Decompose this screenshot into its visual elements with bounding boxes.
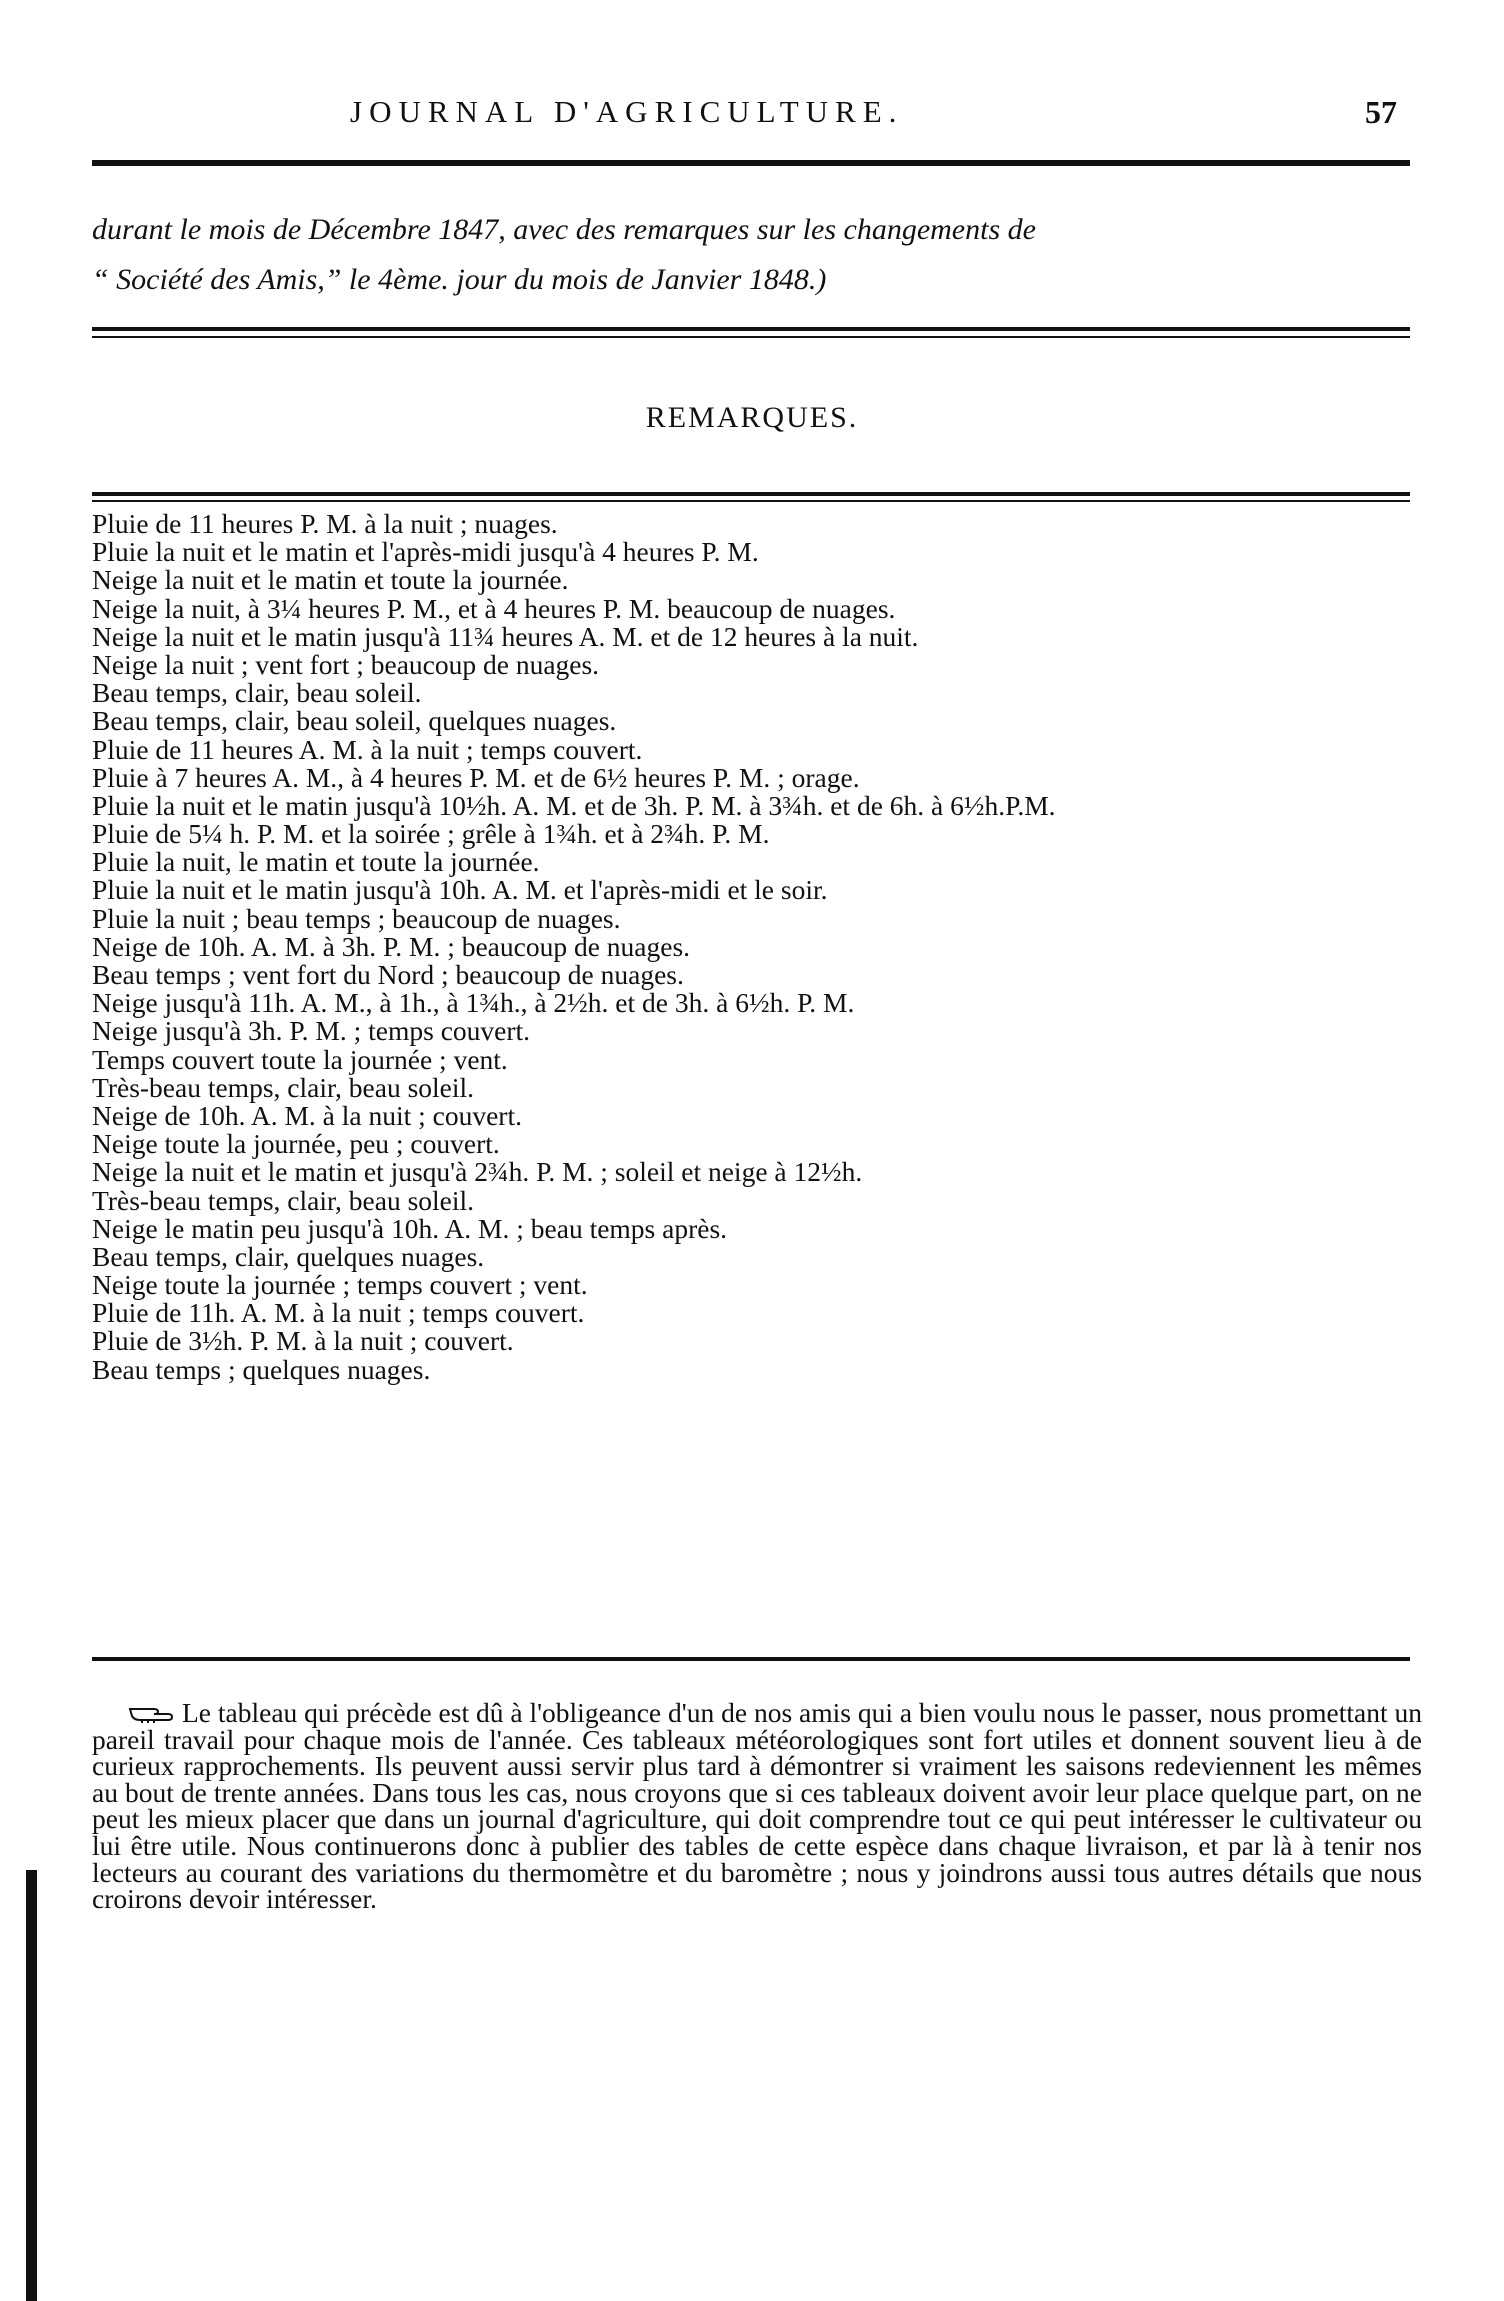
remark-item: Beau temps, clair, quelques nuages.	[92, 1240, 485, 1272]
remarks-heading: REMARQUES.	[645, 401, 859, 434]
remark-item: Beau temps, clair, beau soleil, quelques nuages.	[92, 705, 617, 737]
caption-rule-thin	[92, 336, 1410, 338]
remark-item: Neige la nuit et le matin et toute la journée.	[92, 564, 569, 596]
remark-item: Neige la nuit, à 3¼ heures P. M., et à 4 heures P. M. beaucoup de nuages.	[92, 592, 896, 624]
remark-item: Très-beau temps, clair, beau soleil.	[92, 1071, 475, 1103]
remark-item: Très-beau temps, clair, beau soleil.	[92, 1184, 475, 1216]
remark-item: Neige la nuit et le matin jusqu'à 11¾ heures A. M. et de 12 heures à la nuit.	[92, 620, 919, 652]
caption-line-1: durant le mois de Décembre 1847, avec des remarques sur les changements de	[92, 213, 1036, 246]
remark-item: Pluie de 3½h. P. M. à la nuit ; couvert.	[92, 1325, 514, 1357]
remark-item: Neige toute la journée ; temps couvert ; vent.	[92, 1269, 588, 1301]
table-caption-continuation	[92, 205, 1412, 305]
pointing-hand-icon	[128, 1701, 176, 1725]
remark-item: Pluie à 7 heures A. M., à 4 heures P. M. et de 6½ heures P. M. ; orage.	[92, 761, 860, 793]
remark-item: Neige jusqu'à 3h. P. M. ; temps couvert.	[92, 1015, 531, 1047]
remark-item: Neige toute la journée, peu ; couvert.	[92, 1128, 500, 1160]
page-header	[0, 82, 1504, 142]
remarks-list	[92, 510, 1422, 1384]
remark-item: Neige de 10h. A. M. à 3h. P. M. ; beaucoup de nuages.	[92, 930, 691, 962]
header-rule	[92, 160, 1410, 166]
remark-item: Temps couvert toute la journée ; vent.	[92, 1043, 508, 1075]
running-title: JOURNAL D'AGRICULTURE.	[350, 94, 904, 129]
page-number: 57	[1365, 94, 1397, 130]
remark-item: Pluie la nuit, le matin et toute la journée.	[92, 846, 540, 878]
remarks-end-rule	[92, 1657, 1410, 1661]
margin-bar	[26, 1870, 37, 2301]
remark-item: Neige la nuit ; vent fort ; beaucoup de nuages.	[92, 648, 600, 680]
remark-item: Pluie de 11 heures A. M. à la nuit ; temps couvert.	[92, 733, 643, 765]
caption-line-2: “ Société des Amis,” le 4ème. jour du mois de Janvier 1848.)	[92, 263, 827, 296]
note-text: Le tableau qui précède est dû à l'obligeance d'un de nos amis qui a bien voulu nous le passer, nous promettant un pareil travail pour chaque mois de l'année. Ces tableaux météorologiques sont fort utiles et donnent souvent lieu à de curieux rapprochements. Ils peuvent aussi servir plus tard à démontrer si vraiment les saisons redeviennent les mêmes au bout de trente années. Dans tous les cas, nous croyons que si ces tableaux doivent avoir leur place quelque part, on ne peut les mieux placer que dans un journal d'agriculture, qui doit comprendre tout ce qui peut intéresser le cultivateur ou lui être utile. Nous continuerons donc à publier des tables de cette espèce dans chaque livraison, et par là à tenir nos lecteurs au courant des variations du thermomètre et du baromètre ; nous y joindrons aussi tous autres détails que nous croirons devoir intéresser.	[92, 1697, 1422, 1915]
remarks-heading-rule	[92, 492, 1410, 496]
remark-item: Pluie la nuit ; beau temps ; beaucoup de nuages.	[92, 902, 621, 934]
remark-item: Neige de 10h. A. M. à la nuit ; couvert.	[92, 1099, 522, 1131]
remark-item: Neige la nuit et le matin et jusqu'à 2¾h. P. M. ; soleil et neige à 12½h.	[92, 1156, 863, 1188]
remark-item: Pluie de 11h. A. M. à la nuit ; temps couvert.	[92, 1297, 585, 1329]
remark-item: Pluie la nuit et le matin jusqu'à 10h. A. M. et l'après-midi et le soir.	[92, 874, 828, 906]
remark-item: Neige jusqu'à 11h. A. M., à 1h., à 1¾h., à 2½h. et de 3h. à 6½h. P. M.	[92, 987, 855, 1019]
caption-rule	[92, 327, 1410, 331]
remark-item: Pluie la nuit et le matin jusqu'à 10½h. A. M. et de 3h. P. M. à 3¾h. et de 6h. à 6½h.P.M.	[92, 789, 1056, 821]
editorial-note	[92, 1697, 1422, 1915]
remark-item: Pluie de 11 heures P. M. à la nuit ; nuages.	[92, 508, 558, 539]
remark-item: Beau temps, clair, beau soleil.	[92, 677, 422, 709]
remark-item: Beau temps ; vent fort du Nord ; beaucoup de nuages.	[92, 959, 684, 990]
remark-item: Pluie la nuit et le matin et l'après-midi jusqu'à 4 heures P. M.	[92, 536, 759, 568]
remarks-heading-rule-thin	[92, 500, 1410, 502]
remark-item: Neige le matin peu jusqu'à 10h. A. M. ; beau temps après.	[92, 1212, 728, 1244]
remark-item: Beau temps ; quelques nuages.	[92, 1353, 431, 1385]
remark-item: Pluie de 5¼ h. P. M. et la soirée ; grêle à 1¾h. et à 2¾h. P. M.	[92, 818, 770, 850]
